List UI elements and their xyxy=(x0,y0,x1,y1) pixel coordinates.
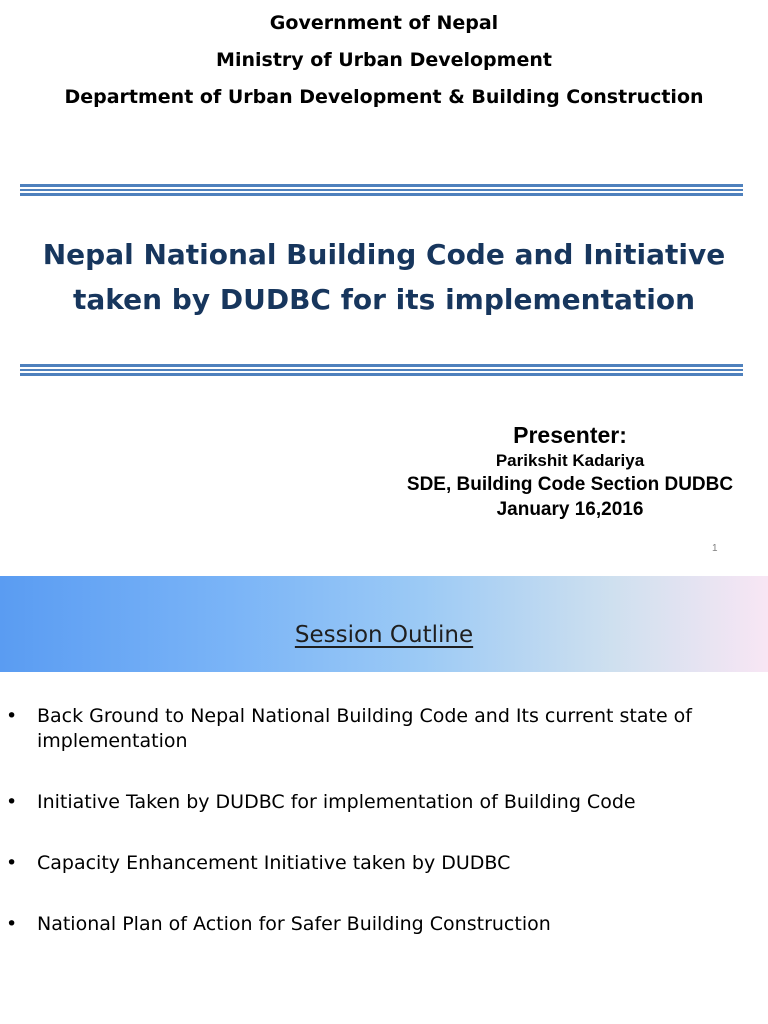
outline-item xyxy=(0,912,768,937)
outline-list xyxy=(0,704,768,973)
bullet-icon: • xyxy=(6,791,18,813)
presentation-date: January 16,2016 xyxy=(496,499,644,520)
title-line-2: taken by DUDBC for its implementation xyxy=(72,283,696,316)
outline-item-text: National Plan of Action for Safer Building Construction xyxy=(37,913,551,935)
outline-item xyxy=(0,790,768,815)
presenter-info xyxy=(372,420,768,522)
outline-slide xyxy=(0,576,768,1024)
outline-title xyxy=(0,622,768,648)
organization-header xyxy=(0,5,768,116)
outline-title-text: Session Outline xyxy=(294,622,474,648)
bullet-icon: • xyxy=(6,852,18,874)
outline-item-text: Initiative Taken by DUDBC for implementation of Building Code xyxy=(37,791,636,813)
header-department: Department of Urban Development & Building Construction xyxy=(64,86,704,108)
header-government: Government of Nepal xyxy=(269,12,499,34)
presenter-name: Parikshit Kadariya xyxy=(495,451,645,470)
presenter-role: SDE, Building Code Section DUDBC xyxy=(406,474,734,495)
title-line-1: Nepal National Building Code and Initiative xyxy=(42,238,726,271)
outline-item-text: Back Ground to Nepal National Building Code and Its current state of implementation xyxy=(37,705,692,752)
header-ministry: Ministry of Urban Development xyxy=(216,49,552,71)
outline-item xyxy=(0,704,768,754)
bullet-icon: • xyxy=(6,913,18,935)
top-divider xyxy=(20,184,743,196)
outline-banner xyxy=(0,576,768,672)
bottom-divider xyxy=(20,364,743,376)
presentation-title xyxy=(10,232,758,322)
slide-number: 1 xyxy=(712,543,718,554)
outline-item xyxy=(0,851,768,876)
bullet-icon: • xyxy=(6,705,18,727)
presenter-label: Presenter: xyxy=(513,422,627,448)
outline-item-text: Capacity Enhancement Initiative taken by DUDBC xyxy=(37,852,511,874)
